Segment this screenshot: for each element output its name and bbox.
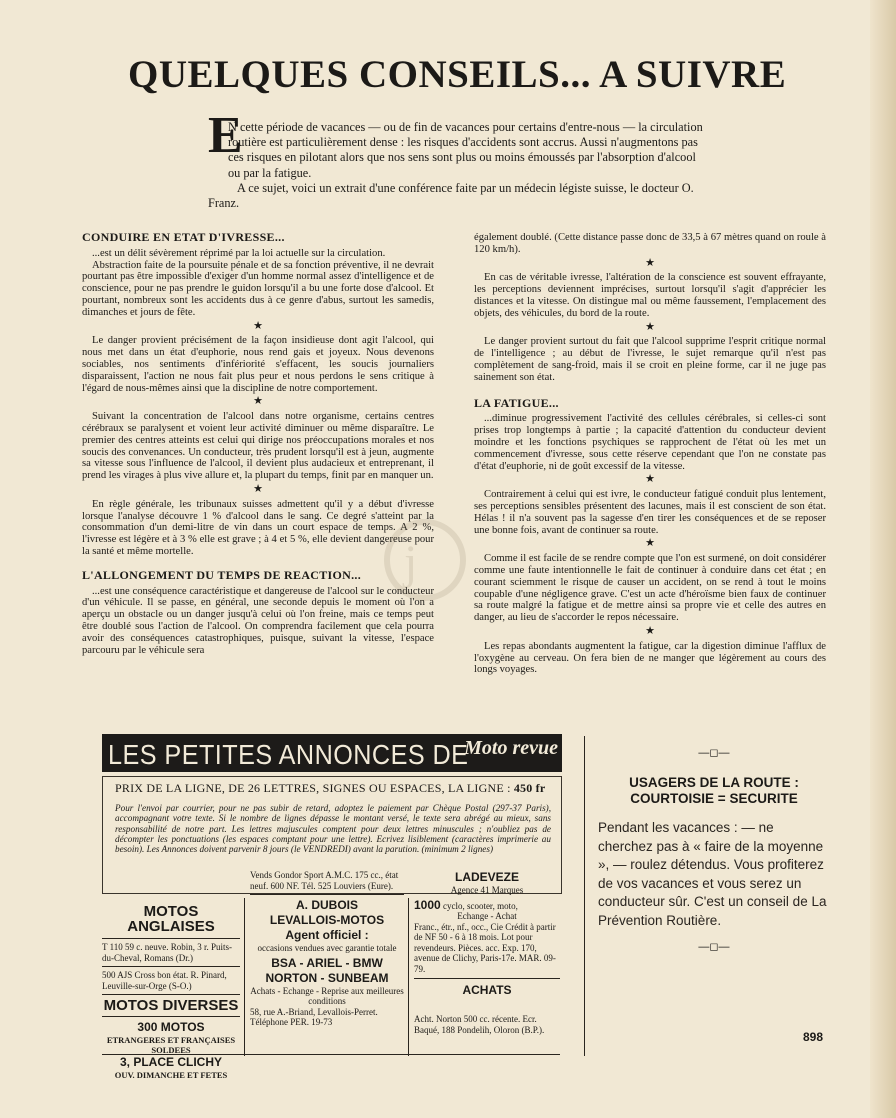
ad-text: OUV. DIMANCHE ET FETES — [114, 1070, 228, 1080]
ad-text: ETRANGERES ET FRANÇAISES SOLDEES — [106, 1035, 236, 1055]
paragraph: ...diminue progressivement l'activité des cellules cérébrales, si celles-ci sont prises trop longtemps à partie ; la capacité d'attention du conducteur devient moindre et les fonctions psychiques se rapprochent de l'état où les met un commencement d'ivresse, sous cette réserve cependant que l'on ne constate pas d'état d'euphorie, ni de goût excessif de la vitesse. — [474, 413, 826, 472]
ad-text: Vends Gondor Sport A.M.C. 175 cc., état neuf. 600 NF. Tél. 525 Louviers (Eure). — [250, 870, 399, 891]
section-heading-ivresse: CONDUIRE EN ETAT D'IVRESSE... — [82, 230, 285, 244]
ad-text: Franc., étr., nf., occ., Cie Crédit à partir de NF 50 - 6 à 18 mois. Lot pour revendeurs. Pièces. acc. Exp. 170, avenue de Clichy, Paris-17e. MAR. 09-79. — [414, 921, 556, 974]
pricing-title — [115, 781, 545, 796]
sidebar-title: USAGERS DE LA ROUTE : COURTOISIE = SECURITE — [629, 775, 799, 806]
pricing-instructions: Pour l'envoi par courrier, pour ne pas subir de retard, adoptez le paiement par Chèque Postal (297-37 Paris), accompagnant votre texte. Si le nombre de lignes dépasse le montant versé, le texte sera abrégé au mieux, sans responsabilité de notre part. Les lettres majuscules comptent pour deux lettres minuscules ; n'oubliez pas de décompter les ponctuations (les espaces comptant pour une lettre). Ecrivez lisiblement (caractères imprimerie au besoin). Les Annonces doivent parvenir 8 jours (le VENDREDI) avant la parution. (minimum 2 lignes) — [115, 803, 551, 855]
ad-text: T 110 59 c. neuve. Robin, 3 r. Puits-du-Cheval, Romans (Dr.) — [102, 942, 232, 963]
ornament: —◻— — [698, 747, 730, 759]
paragraph: Suivant la concentration de l'alcool dans notre organisme, certains centres cérébraux se paralysent et voient leur activité diminuer ou même disparaître. Le premier des centres atteints est celui qui dirige nos préoccupations morales et nos soucis des convenances. Un conducteur, très prudent lorsqu'il est à jeun, augmente sa vitesse sous l'influence de l'alcool, il devient plus audacieux et entreprenant, il prend les virages à plus vive allure et, la plupart du temps, finit par en manquer un. — [82, 411, 434, 482]
divider — [102, 938, 240, 939]
star-divider: ★ — [253, 395, 263, 408]
paragraph: Les repas abondants augmentent la fatigue, car la digestion diminue l'afflux de l'oxygène au cerveau. On fera bien de ne manger que légèrement au cours des longs voyages. — [474, 640, 826, 676]
paragraph: Comme il est facile de se rendre compte que l'on est surmené, on doit considérer comme une faute intentionnelle le fait de continuer à conduire dans cet état ; en courant sciemment le risque de causer un accident, on se rend à tout le moins coupable d'une négligence grave. C'est un acte d'héroïsme bien faux de continuer sa route malgré la fatigue et de mettre ainsi sa propre vie et celle des autres en danger, au lieu de s'accorder le repos nécessaire. — [474, 553, 826, 624]
intro — [208, 120, 708, 211]
ad-heading: A. DUBOIS — [295, 898, 358, 912]
ads-banner — [102, 734, 562, 772]
motos-anglaises-section — [102, 904, 240, 1081]
sidebar-body: Pendant les vacances : — ne cherchez pas à « faire de la moyenne », — roulez détendus. Vous profiterez de vos vacances et vous serez un conducteur sûr. C'est un conseil de La Prévention Routière. — [598, 820, 827, 928]
intro-paragraph-2: A ce sujet, voici un extrait d'une conférence faite par un médecin légiste suisse, le docteur O. Franz. — [208, 180, 694, 211]
ad-text: occasions vendues avec garantie totale — [257, 943, 397, 953]
paragraph: En cas de véritable ivresse, l'altération de la conscience est souvent effrayante, les perceptions deviennent imprécises, surtout lorsqu'il s'agit d'apprécier les distances et la vitesse. On distingue mal ou même faussement, l'emplacement des objets, des véhicules, du bord de la route. — [474, 272, 826, 319]
section-heading-fatigue: LA FATIGUE... — [474, 395, 559, 410]
ad-heading: ACHATS — [462, 983, 512, 997]
paragraph: Le danger provient surtout du fait que l'alcool supprime l'esprit critique normal de l'intelligence ; au début de l'ivresse, le sujet remarque qu'il n'est pas complètement de sang-froid, mais il se croit en pleine forme, car il ne juge pas sainement son état. — [474, 336, 826, 383]
classified-ads — [102, 734, 562, 1080]
divider — [102, 1016, 240, 1017]
divider — [584, 736, 585, 1056]
divider — [408, 898, 409, 1056]
pricing-value: 450 fr — [513, 781, 546, 795]
ad-heading: LADEVEZE — [454, 870, 519, 884]
intro-paragraph: N cette période de vacances — ou de fin de vacances pour certains d'entre-nous — la circulation routière est particulièrement dense : les risques d'accidents sont accrus. Aussi n'augmentons pas ces risques en pilotant alors que nos sens sont plus ou moins émoussés par l'absorption d'alcool ou par la fatigue. — [228, 120, 703, 180]
star-divider: ★ — [645, 624, 655, 637]
page-number: 898 — [803, 1030, 824, 1044]
ad-heading: 3, PLACE CLICHY — [119, 1055, 222, 1069]
divider — [250, 894, 404, 895]
section-heading-reaction: L'ALLONGEMENT DU TEMPS DE REACTION... — [82, 567, 362, 582]
ad-heading: Agent officiel : — [285, 928, 369, 942]
ornament: —◻— — [698, 941, 730, 953]
ad-line — [414, 897, 560, 912]
star-divider: ★ — [645, 473, 655, 486]
prevention-sidebar — [598, 746, 830, 953]
ad-heading: 300 MOTOS — [137, 1020, 205, 1034]
drop-cap: E — [208, 107, 243, 164]
spacer — [414, 998, 560, 1014]
ad-heading: BSA - ARIEL - BMW — [271, 955, 383, 970]
ads-banner-title: LES PETITES ANNONCES DE — [108, 739, 469, 770]
ad-text: 500 AJS Cross bon état. R. Pinard, Leuville-sur-Orge (S-O.) — [102, 970, 227, 991]
svg-text:j: j — [404, 536, 418, 589]
ad-text: 58, rue A.-Briand, Levallois-Perret. Téléphone PER. 19-73 — [250, 1006, 378, 1027]
moto-revue-logo: Moto revue — [464, 737, 558, 759]
star-divider: ★ — [645, 537, 655, 550]
article-title: QUELQUES CONSEILS... A SUIVRE — [128, 53, 787, 96]
dubois-section — [250, 870, 404, 1028]
ad-heading: LEVALLOIS-MOTOS — [269, 913, 385, 927]
divider — [102, 994, 240, 995]
divider — [102, 966, 240, 967]
star-divider: ★ — [253, 482, 263, 495]
page-edge — [870, 0, 896, 1118]
ad-text: Achats - Echange - Reprise aux meilleures conditions — [250, 985, 404, 1006]
paragraph: ...est une conséquence caractéristique et dangereuse de l'alcool sur le conducteur d'un véhicule. Il se passe, en général, une seconde depuis le moment où l'on a aperçu un obstacle ou un danger jusqu'à celui où l'on freine, mais ce temps peut être doublé sous l'action de l'alcool. On comprendra facilement que cela pourra avoir des conséquences catastrophiques, puisque, suivant la vitesse, l'espace parcouru par le véhicule sera — [82, 585, 434, 656]
paragraph: Le danger provient précisément de la façon insidieuse dont agit l'alcool, qui nous met dans un état d'euphorie, nous rend gais et joyeux. Nous devenons sociables, nos sentiments d'infériorité s'effacent, les soucis journaliers disparaissent, l'action ne nous fait plus peur et nous perdons le sens critique à l'égard de nous-mêmes ainsi que la discipline de notre comportement. — [82, 335, 434, 394]
paragraph: ...est un délit sévèrement réprimé par la loi actuelle sur la circulation. — [92, 247, 386, 259]
category-heading: MOTOS ANGLAISES — [127, 903, 215, 935]
ad-text: cyclo, scooter, moto, — [442, 900, 518, 911]
watermark-logo — [380, 518, 470, 602]
ad-text: Acht. Norton 500 cc. récente. Ecr. Baqué, 188 Pondelih, Oloron (B.P.). — [414, 1014, 545, 1035]
right-column — [474, 232, 826, 676]
star-divider: ★ — [253, 319, 263, 332]
ad-text: Echange - Achat — [457, 911, 517, 921]
divider — [414, 978, 560, 979]
ad-number: 1000 — [414, 897, 441, 912]
paragraph: Abstraction faite de la poursuite pénale et de sa fonction préventive, il ne devrait pourtant pas être impossible d'exiger d'un homme normal assez d'intelligence et de conscience, pour ne pas prendre le guidon lorsqu'il a bu une forte dose d'alcool. Et pourtant, nombreux sont les accidents dus à ce genre d'abus, surtout les samedis, dimanches et jours de fête. — [82, 259, 434, 318]
paragraph: également doublé. (Cette distance passe donc de 33,5 à 67 mètres quand on roule à 120 km/h). — [474, 232, 826, 255]
divider — [244, 898, 245, 1056]
ladeveze-section — [414, 870, 560, 1035]
paragraph: Contrairement à celui qui est ivre, le conducteur fatigué conduit plus lentement, ses perceptions sensibles présentent des lacunes, mais il est conscient de son état. Hélas ! il n'a souvent pas la sagesse d'en tirer les conséquences et de se reposer une bonne fois, avant de continuer sa route. — [474, 489, 826, 536]
category-heading: MOTOS DIVERSES — [103, 997, 239, 1014]
pricing-label: PRIX DE LA LIGNE, DE 26 LETTRES, SIGNES OU ESPACES, LA LIGNE : — [115, 781, 511, 795]
ad-heading: NORTON - SUNBEAM — [265, 970, 389, 985]
paragraph: En règle générale, les tribunaux suisses admettent qu'il y a début d'ivresse lorsque l'analyse découvre 1 % d'alcool dans le sang. Ce degré s'atteint par la consommation d'un demi-litre de vin dans un court espace de temps. A 2 %, l'ivresse est légère et à 3 % elle est grave ; à 4 et 5 %, elle devient dangereuse pour la santé et même mortelle. — [82, 498, 434, 557]
star-divider: ★ — [645, 320, 655, 333]
star-divider: ★ — [645, 256, 655, 269]
ad-text: Agence 41 Marques — [450, 885, 524, 895]
